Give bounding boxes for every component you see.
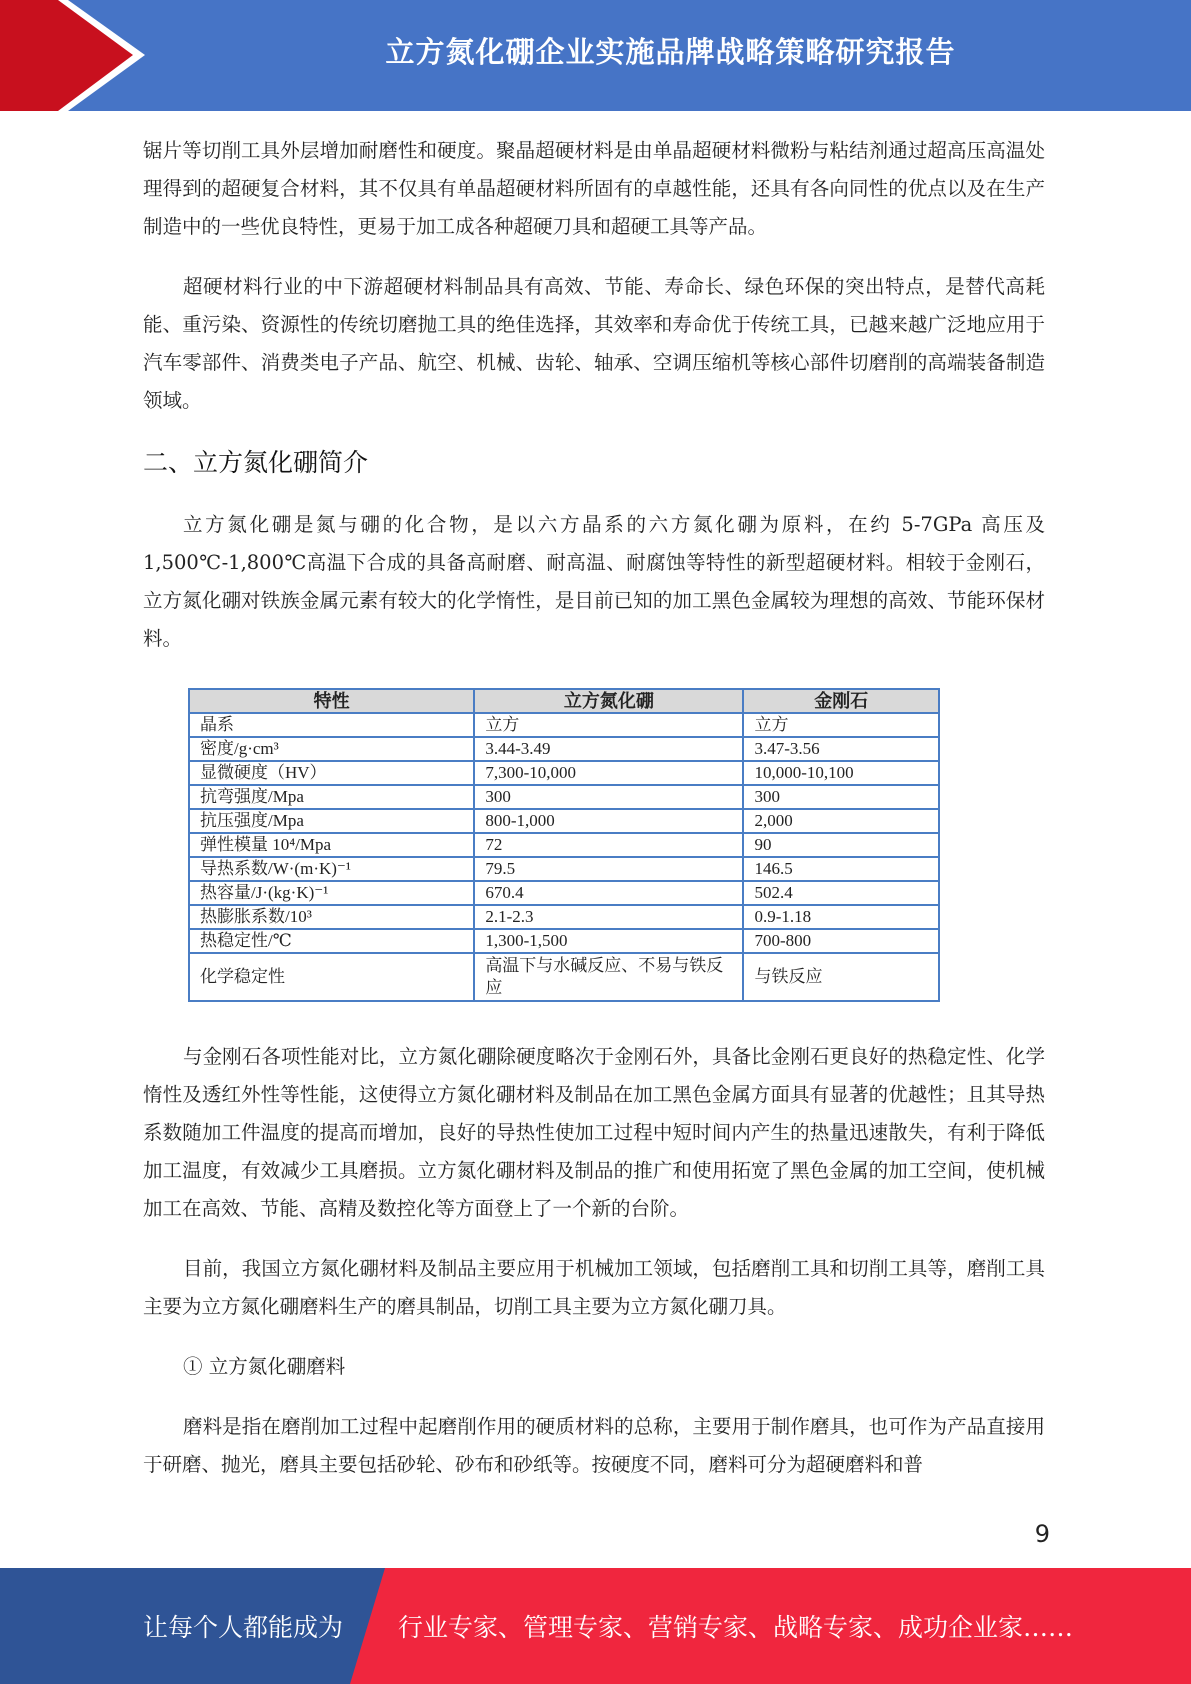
table-row xyxy=(189,857,939,881)
table-cell: 1,300-1,500 xyxy=(474,929,743,953)
paragraph: 与金刚石各项性能对比，立方氮化硼除硬度略次于金刚石外，具备比金刚石更良好的热稳定性、化学惰性及透红外性等性能，这使得立方氮化硼材料及制品在加工黑色金属方面具有显著的优越性；且其导热系数随加工件温度的提高而增加，良好的导热性使加工过程中短时间内产生的热量迅速散失，有利于降低加工温度，有效减少工具磨损。立方氮化硼材料及制品的推广和使用拓宽了黑色金属的加工空间，使机械加工在高效、节能、高精及数控化等方面登上了一个新的台阶。 xyxy=(143,1045,1045,1220)
table-cell: 高温下与水碱反应、不易与铁反应 xyxy=(474,953,743,1001)
table-cell: 密度/g·cm³ xyxy=(189,737,474,761)
table-cell: 热稳定性/℃ xyxy=(189,929,474,953)
table-cell: 显微硬度（HV） xyxy=(189,761,474,785)
table-cell: 与铁反应 xyxy=(743,953,939,1001)
table-cell: 146.5 xyxy=(743,857,939,881)
table-cell: 立方 xyxy=(743,713,939,737)
header-chevron-decoration xyxy=(0,0,150,111)
table-row xyxy=(189,953,939,1001)
table-cell: 抗压强度/Mpa xyxy=(189,809,474,833)
section-heading: 二、立方氮化硼简介 xyxy=(143,448,369,477)
table-header-cell: 特性 xyxy=(189,689,474,713)
table-cell: 2,000 xyxy=(743,809,939,833)
comparison-table-wrapper xyxy=(188,688,940,1002)
table-cell: 800-1,000 xyxy=(474,809,743,833)
table-cell: 79.5 xyxy=(474,857,743,881)
table-cell: 3.44-3.49 xyxy=(474,737,743,761)
table-cell: 热容量/J·(kg·K)⁻¹ xyxy=(189,881,474,905)
table-row xyxy=(189,929,939,953)
table-cell: 0.9-1.18 xyxy=(743,905,939,929)
table-cell: 弹性模量 10⁴/Mpa xyxy=(189,833,474,857)
table-cell: 502.4 xyxy=(743,881,939,905)
table-row xyxy=(189,713,939,737)
page-header-title: 立方氮化硼企业实施品牌战略策略研究报告 xyxy=(385,34,956,69)
table-row xyxy=(189,761,939,785)
page-header xyxy=(0,0,1191,111)
table-cell: 抗弯强度/Mpa xyxy=(189,785,474,809)
table-cell: 立方 xyxy=(474,713,743,737)
paragraph: 立方氮化硼是氮与硼的化合物，是以六方晶系的六方氮化硼为原料，在约 5-7GPa 高压及1,500℃-1,800℃高温下合成的具备高耐磨、耐高温、耐腐蚀等特性的新型超硬材料。相较于金刚石，立方氮化硼对铁族金属元素有较大的化学惰性，是目前已知的加工黑色金属较为理想的高效、节能环保材料。 xyxy=(143,513,1045,650)
table-cell: 670.4 xyxy=(474,881,743,905)
page-footer xyxy=(0,1568,1191,1684)
table-cell: 热膨胀系数/10³ xyxy=(189,905,474,929)
footer-slogan-left: 让每个人都能成为 xyxy=(143,1613,344,1642)
table-header-row xyxy=(189,689,939,713)
table-cell: 3.47-3.56 xyxy=(743,737,939,761)
footer-slogan-right: 行业专家、管理专家、营销专家、战略专家、成功企业家…… xyxy=(398,1613,1074,1642)
table-cell: 10,000-10,100 xyxy=(743,761,939,785)
table-row xyxy=(189,785,939,809)
paragraph: 磨料是指在磨削加工过程中起磨削作用的硬质材料的总称，主要用于制作磨具，也可作为产品直接用于研磨、抛光，磨具主要包括砂轮、砂布和砂纸等。按硬度不同，磨料可分为超硬磨料和普 xyxy=(143,1415,1045,1476)
table-row xyxy=(189,905,939,929)
list-item-heading: ① 立方氮化硼磨料 xyxy=(183,1355,346,1378)
table-cell: 90 xyxy=(743,833,939,857)
table-row xyxy=(189,833,939,857)
table-cell: 化学稳定性 xyxy=(189,953,474,1001)
table-row xyxy=(189,809,939,833)
table-cell: 7,300-10,000 xyxy=(474,761,743,785)
paragraph: 目前，我国立方氮化硼材料及制品主要应用于机械加工领域，包括磨削工具和切削工具等，磨削工具主要为立方氮化硼磨料生产的磨具制品，切削工具主要为立方氮化硼刀具。 xyxy=(143,1257,1045,1318)
table-header-cell: 金刚石 xyxy=(743,689,939,713)
table-cell: 700-800 xyxy=(743,929,939,953)
table-row xyxy=(189,881,939,905)
table-header-cell: 立方氮化硼 xyxy=(474,689,743,713)
document-body xyxy=(143,132,1045,1484)
paragraph: 锯片等切削工具外层增加耐磨性和硬度。聚晶超硬材料是由单晶超硬材料微粉与粘结剂通过超高压高温处理得到的超硬复合材料，其不仅具有单晶超硬材料所固有的卓越性能，还具有各向同性的优点以及在生产制造中的一些优良特性，更易于加工成各种超硬刀具和超硬工具等产品。 xyxy=(143,139,1045,238)
table-cell: 72 xyxy=(474,833,743,857)
table-cell: 2.1-2.3 xyxy=(474,905,743,929)
table-row xyxy=(189,737,939,761)
table-cell: 晶系 xyxy=(189,713,474,737)
page-number: 9 xyxy=(1034,1520,1050,1548)
table-cell: 300 xyxy=(474,785,743,809)
comparison-table xyxy=(188,688,940,1002)
paragraph: 超硬材料行业的中下游超硬材料制品具有高效、节能、寿命长、绿色环保的突出特点，是替代高耗能、重污染、资源性的传统切磨抛工具的绝佳选择，其效率和寿命优于传统工具，已越来越广泛地应用于汽车零部件、消费类电子产品、航空、机械、齿轮、轴承、空调压缩机等核心部件切磨削的高端装备制造领域。 xyxy=(143,275,1045,412)
table-cell: 300 xyxy=(743,785,939,809)
table-cell: 导热系数/W·(m·K)⁻¹ xyxy=(189,857,474,881)
